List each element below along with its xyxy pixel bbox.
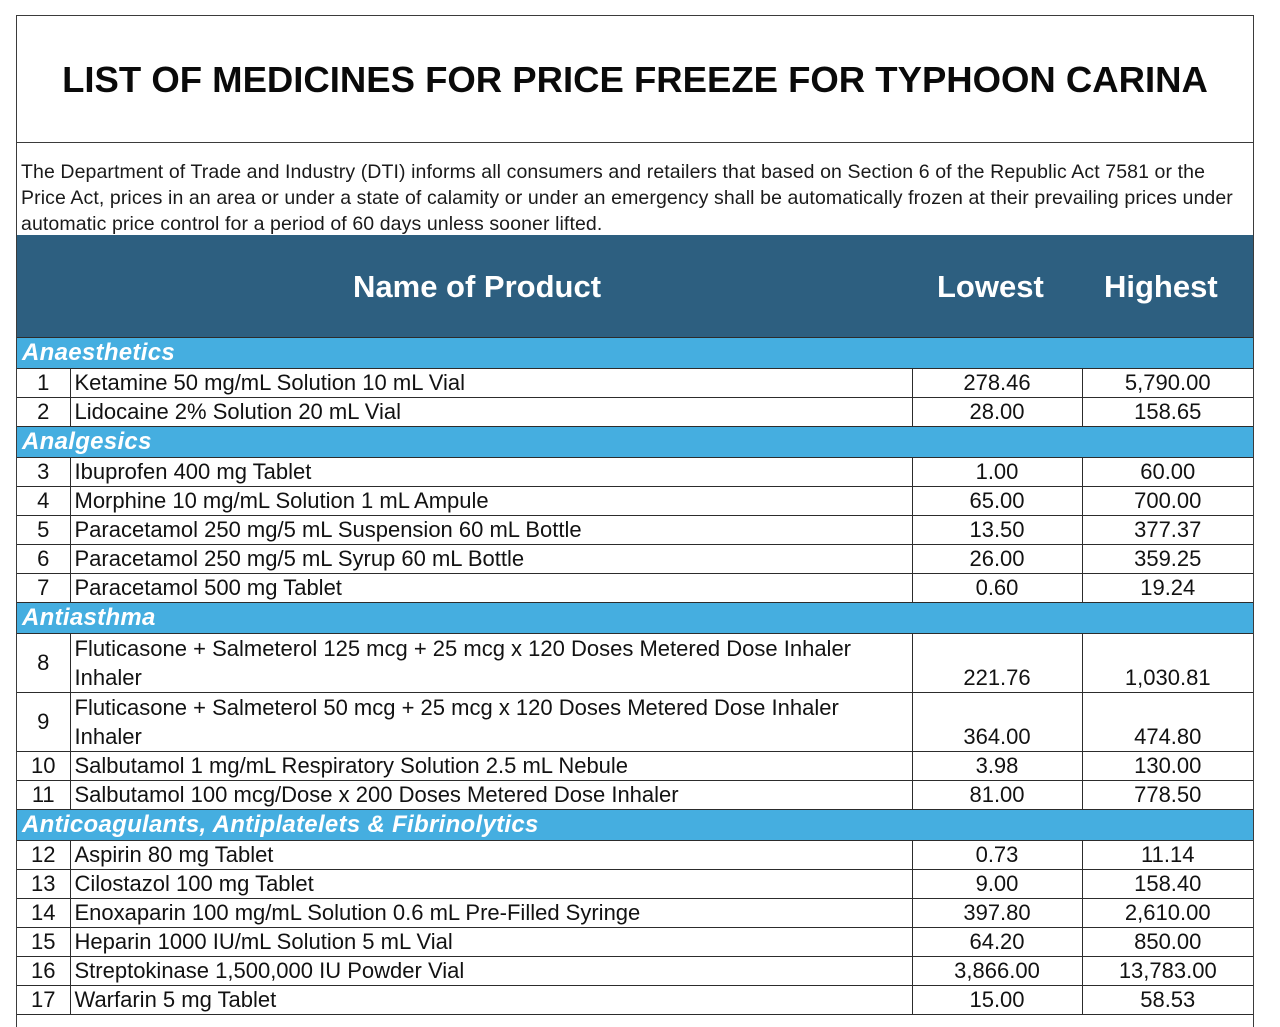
lowest-price: 9.00	[912, 870, 1082, 899]
highest-price: 474.80	[1082, 693, 1253, 752]
product-name: Salbutamol 100 mcg/Dose x 200 Doses Metered Dose Inhaler	[70, 781, 912, 810]
lowest-price: 15.00	[912, 986, 1082, 1015]
category-name: Antiasthma	[17, 603, 1253, 634]
table-row	[17, 634, 1253, 693]
item-number: 2	[17, 398, 70, 427]
table-row	[17, 986, 1253, 1015]
table-row	[17, 487, 1253, 516]
table-row	[17, 928, 1253, 957]
lowest-price: 81.00	[912, 781, 1082, 810]
product-name: Lidocaine 2% Solution 20 mL Vial	[70, 398, 912, 427]
product-name: Fluticasone + Salmeterol 125 mcg + 25 mcg x 120 Doses Metered Dose Inhaler Inhaler	[70, 634, 912, 693]
lowest-price: 1.00	[912, 458, 1082, 487]
product-name: Morphine 10 mg/mL Solution 1 mL Ampule	[70, 487, 912, 516]
table-row	[17, 545, 1253, 574]
category-row	[17, 810, 1253, 841]
item-number: 1	[17, 369, 70, 398]
highest-price: 158.65	[1082, 398, 1253, 427]
lowest-price: 13.50	[912, 516, 1082, 545]
lowest-price: 3,866.00	[912, 957, 1082, 986]
product-name: Paracetamol 250 mg/5 mL Syrup 60 mL Bottle	[70, 545, 912, 574]
item-number: 11	[17, 781, 70, 810]
lowest-price: 364.00	[912, 693, 1082, 752]
highest-price: 850.00	[1082, 928, 1253, 957]
lowest-price: 221.76	[912, 634, 1082, 693]
highest-price: 359.25	[1082, 545, 1253, 574]
lowest-price: 278.46	[912, 369, 1082, 398]
category-row	[17, 603, 1253, 634]
table-row	[17, 899, 1253, 928]
category-row	[17, 338, 1253, 369]
table-row	[17, 693, 1253, 752]
item-number: 7	[17, 574, 70, 603]
price-freeze-document	[16, 15, 1254, 1027]
lowest-price: 64.20	[912, 928, 1082, 957]
product-name: Ibuprofen 400 mg Tablet	[70, 458, 912, 487]
table-row	[17, 369, 1253, 398]
lowest-price: 28.00	[912, 398, 1082, 427]
item-number: 9	[17, 693, 70, 752]
product-name: Warfarin 5 mg Tablet	[70, 986, 912, 1015]
highest-price: 58.53	[1082, 986, 1253, 1015]
item-number: 13	[17, 870, 70, 899]
highest-price: 11.14	[1082, 841, 1253, 870]
item-number: 16	[17, 957, 70, 986]
product-name: Cilostazol 100 mg Tablet	[70, 870, 912, 899]
table-row	[17, 574, 1253, 603]
medicine-price-table	[17, 337, 1253, 1015]
category-name: Anticoagulants, Antiplatelets & Fibrinolytics	[17, 810, 1253, 841]
highest-price: 130.00	[1082, 752, 1253, 781]
product-name: Aspirin 80 mg Tablet	[70, 841, 912, 870]
highest-price: 377.37	[1082, 516, 1253, 545]
table-row	[17, 398, 1253, 427]
highest-price: 700.00	[1082, 487, 1253, 516]
item-number: 12	[17, 841, 70, 870]
item-number: 6	[17, 545, 70, 574]
highest-price: 13,783.00	[1082, 957, 1253, 986]
product-name: Paracetamol 500 mg Tablet	[70, 574, 912, 603]
lowest-price: 0.60	[912, 574, 1082, 603]
item-number: 8	[17, 634, 70, 693]
table-row	[17, 752, 1253, 781]
category-row	[17, 427, 1253, 458]
intro-paragraph: The Department of Trade and Industry (DTI) informs all consumers and retailers that based on Section 6 of the Republic Act 7581 or the Price Act, prices in an area or under a state of calamity or under an emergency shall be automatically frozen at their prevailing prices under automatic price control for a period of 60 days unless sooner lifted.	[21, 161, 1233, 235]
highest-price: 778.50	[1082, 781, 1253, 810]
item-number: 15	[17, 928, 70, 957]
item-number: 4	[17, 487, 70, 516]
header-name-of-product: Name of Product	[353, 269, 602, 304]
product-name: Fluticasone + Salmeterol 50 mcg + 25 mcg x 120 Doses Metered Dose Inhaler Inhaler	[70, 693, 912, 752]
product-name: Ketamine 50 mg/mL Solution 10 mL Vial	[70, 369, 912, 398]
highest-price: 60.00	[1082, 458, 1253, 487]
highest-price: 158.40	[1082, 870, 1253, 899]
lowest-price: 0.73	[912, 841, 1082, 870]
product-name: Enoxaparin 100 mg/mL Solution 0.6 mL Pre-Filled Syringe	[70, 899, 912, 928]
table-row	[17, 870, 1253, 899]
lowest-price: 26.00	[912, 545, 1082, 574]
item-number: 3	[17, 458, 70, 487]
highest-price: 5,790.00	[1082, 369, 1253, 398]
category-name: Analgesics	[17, 427, 1253, 458]
table-row	[17, 957, 1253, 986]
category-name: Anaesthetics	[17, 338, 1253, 369]
lowest-price: 65.00	[912, 487, 1082, 516]
header-highest: Highest	[1104, 269, 1218, 304]
highest-price: 1,030.81	[1082, 634, 1253, 693]
product-name: Salbutamol 1 mg/mL Respiratory Solution 2.5 mL Nebule	[70, 752, 912, 781]
highest-price: 2,610.00	[1082, 899, 1253, 928]
table-row	[17, 458, 1253, 487]
table-row	[17, 516, 1253, 545]
table-row	[17, 841, 1253, 870]
table-header	[17, 235, 1253, 337]
item-number: 5	[17, 516, 70, 545]
item-number: 10	[17, 752, 70, 781]
product-name: Streptokinase 1,500,000 IU Powder Vial	[70, 957, 912, 986]
item-number: 17	[17, 986, 70, 1015]
product-name: Paracetamol 250 mg/5 mL Suspension 60 mL Bottle	[70, 516, 912, 545]
highest-price: 19.24	[1082, 574, 1253, 603]
title-box	[17, 16, 1253, 143]
lowest-price: 397.80	[912, 899, 1082, 928]
header-lowest: Lowest	[937, 269, 1044, 304]
product-name: Heparin 1000 IU/mL Solution 5 mL Vial	[70, 928, 912, 957]
item-number: 14	[17, 899, 70, 928]
lowest-price: 3.98	[912, 752, 1082, 781]
table-row	[17, 781, 1253, 810]
page-title: LIST OF MEDICINES FOR PRICE FREEZE FOR TYPHOON CARINA	[62, 59, 1208, 100]
